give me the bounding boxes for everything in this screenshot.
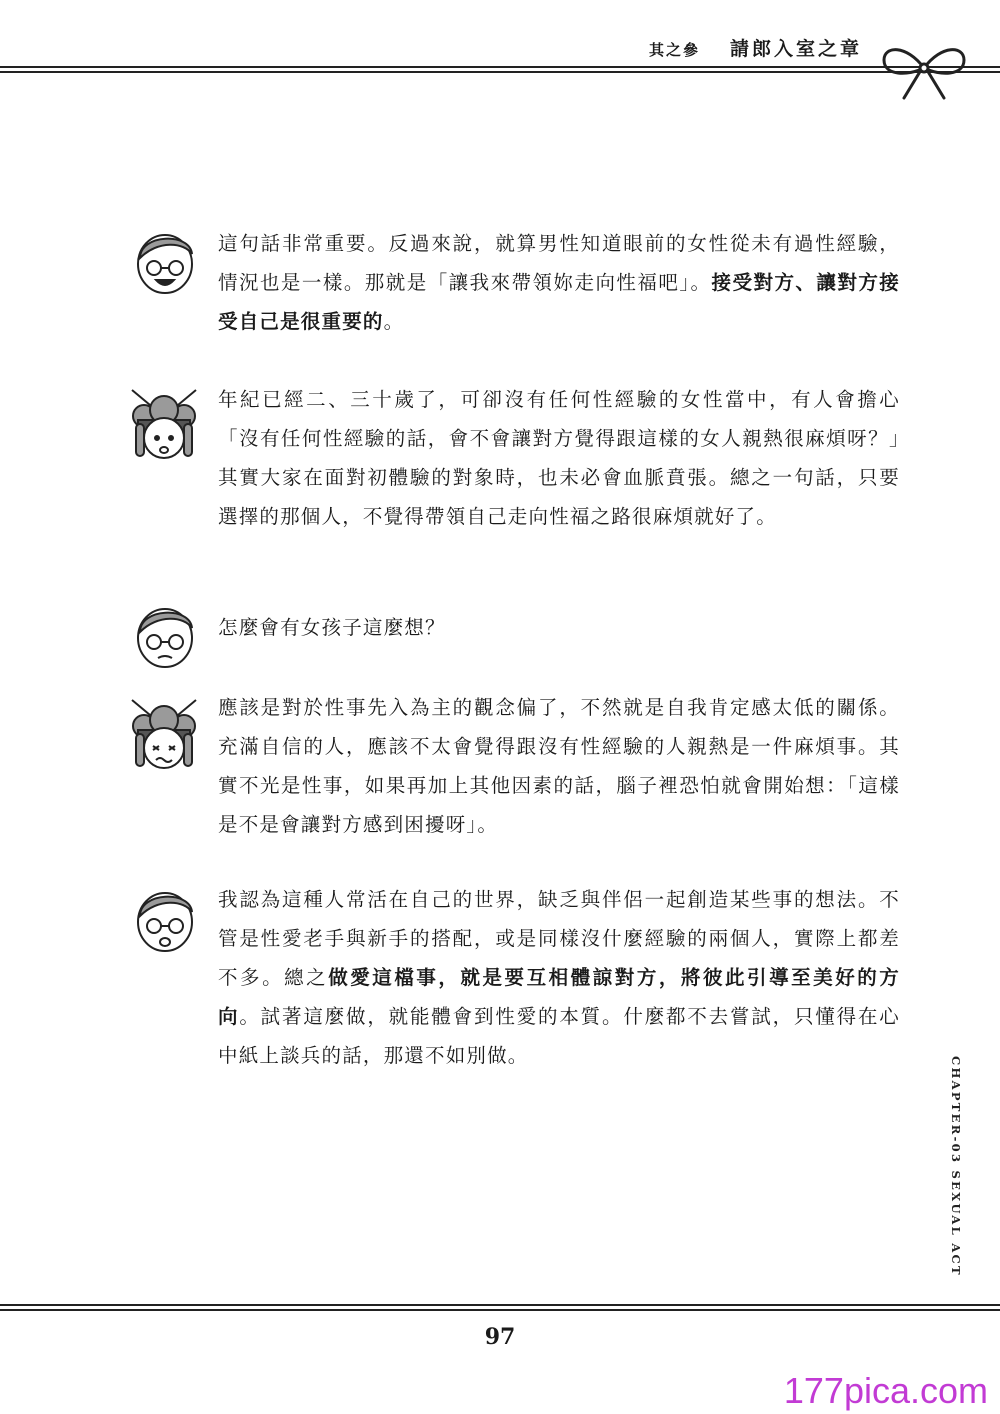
woman-worried-avatar-icon bbox=[122, 380, 206, 464]
ribbon-bow-icon bbox=[876, 36, 972, 104]
footer-rule-secondary bbox=[0, 1309, 1000, 1311]
text-segment: 這句話非常重要。反過來說，就算男性知道眼前的女性從未有過性經驗，情況也是一樣。那就是「讓我來帶領妳走向性福吧」。 bbox=[218, 232, 900, 294]
text-segment: 我認為這種人常活在自己的世界，缺乏與伴侶一起創造某些事的想法。不管是性愛老手與新手的搭配，或是同樣沒什麼經驗的兩個人，實際上都差不多。總之 bbox=[218, 888, 900, 989]
watermark: 177pica.com bbox=[783, 1370, 988, 1411]
page-number: 97 bbox=[484, 1324, 516, 1350]
chapter-title: 請郎入室之章 bbox=[729, 38, 862, 60]
woman-nervous-avatar-icon bbox=[122, 690, 206, 774]
header-rule-secondary bbox=[0, 71, 1000, 73]
dialog-text bbox=[218, 608, 900, 647]
text-segment: 年紀已經二、三十歲了，可卻沒有任何性經驗的女性當中，有人會擔心「沒有任何性經驗的話，會不會讓對方覺得跟這樣的女人親熱很麻煩呀？」其實大家在面對初體驗的對象時，也未必會血脈賁張。總之一句話，只要選擇的那個人，不覺得帶領自己走向性福之路很麻煩就好了。 bbox=[218, 388, 900, 528]
text-segment: 。 bbox=[383, 310, 405, 333]
chapter-side-label: CHAPTER-03 SEXUAL ACT bbox=[949, 1056, 963, 1277]
man-smiling-avatar-icon bbox=[128, 224, 202, 298]
chapter-number: 其之參 bbox=[648, 41, 700, 59]
emphasis-text: 做愛這檔事，就是要互相體諒對方，將彼此引導至美好的方向 bbox=[218, 966, 900, 1028]
emphasis-text: 接受對方、讓對方接受自己是很重要的 bbox=[218, 271, 900, 333]
header-rule bbox=[0, 66, 1000, 68]
running-header bbox=[649, 34, 862, 61]
text-segment: 怎麼會有女孩子這麼想？ bbox=[218, 616, 446, 639]
man-puzzled-avatar-icon bbox=[128, 598, 202, 672]
text-segment: 應該是對於性事先入為主的觀念偏了，不然就是自我肯定感太低的關係。充滿自信的人，應該不太會覺得跟沒有性經驗的人親熱是一件麻煩事。其實不光是性事，如果再加上其他因素的話，腦子裡恐怕就會開始想：「這樣是不是會讓對方感到困擾呀」。 bbox=[218, 696, 900, 836]
text-segment: 。試著這麼做，就能體會到性愛的本質。什麼都不去嘗試，只懂得在心中紙上談兵的話，那還不如別做。 bbox=[218, 1005, 901, 1067]
dialog-text bbox=[218, 880, 900, 1075]
man-talking-avatar-icon bbox=[128, 882, 202, 956]
dialog-text bbox=[218, 688, 900, 844]
dialog-text bbox=[218, 224, 900, 341]
dialog-text bbox=[218, 380, 900, 536]
footer-rule bbox=[0, 1304, 1000, 1306]
